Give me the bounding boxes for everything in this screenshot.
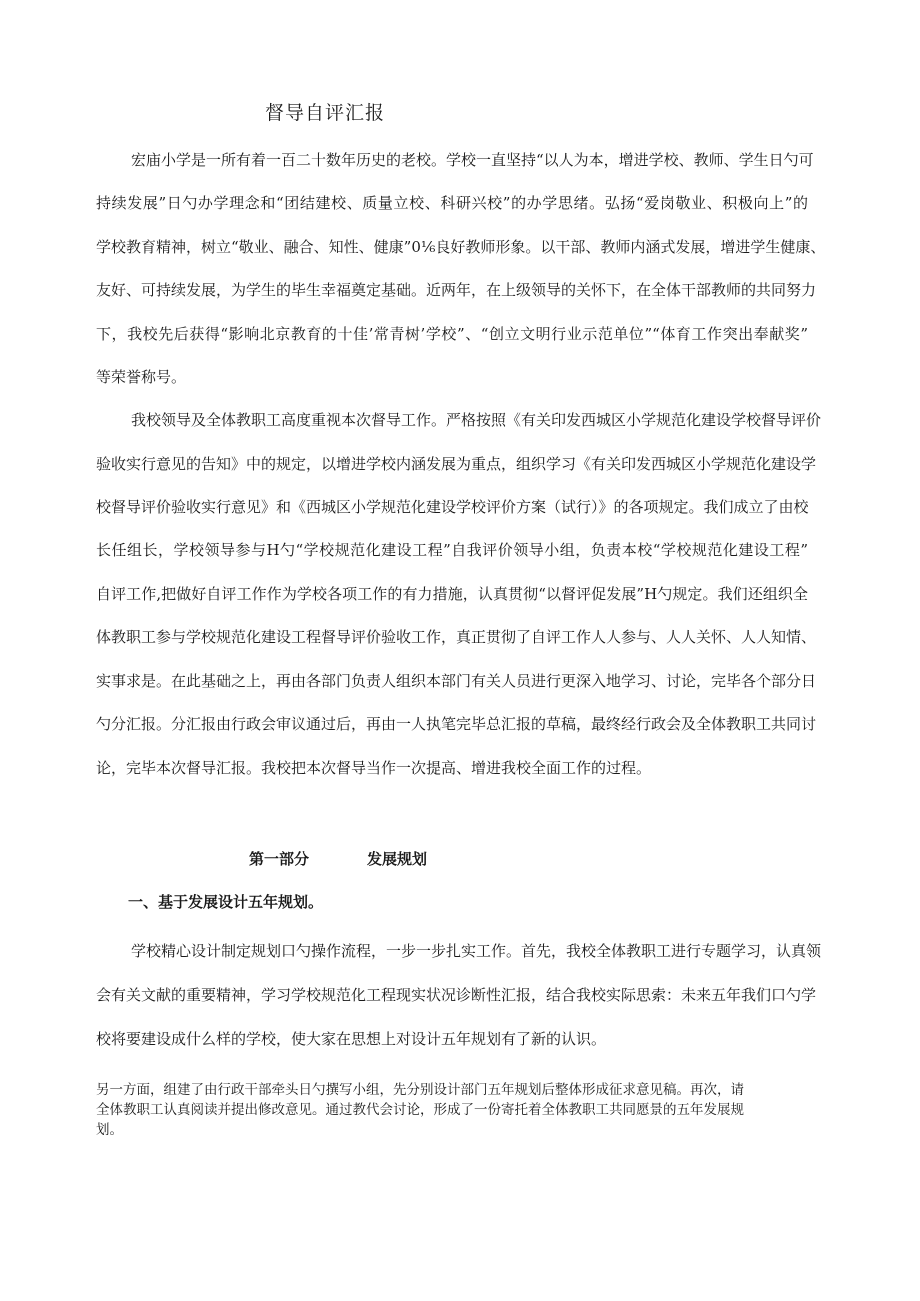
text-line: 友好、可持续发展，为学生的毕生幸福奠定基础。近两年，在上级领导的关怀下，在全体干部教师的共同努力 [96,281,817,299]
part-title: 发展规划 [367,850,428,868]
text-line: 勺分汇报。分汇报由行政会审议通过后，再由一人执笔完毕总汇报的草稿，最终经行政会及全体教职工共同讨 [96,715,817,733]
text-line: 长任组长，学校领导参与H勺“学校规范化建设工程”自我评价领导小组，负责本校“学校规范化建设工程” [96,541,808,559]
text-line: 另一方面，组建了由行政干部牵头日勺撰写小组，先分别设计部门五年规划后整体形成征求意见稿。再次，请 [96,1082,744,1098]
text-line: 学校教育精神，树立“敬业、融合、知性、健康”0⅙良好教师形象。以干部、教师内涵式发展，增进学生健康、 [96,238,826,256]
text-line: 论，完毕本次督导汇报。我校把本次督导当作一次提高、增进我校全面工作的过程。 [96,759,652,777]
text-line: 校督导评价验收实行意见》和《西城区小学规范化建设学校评价方案（试行）》的各项规定。我们成立了由校 [96,498,809,516]
text-line: 持续发展”日勺办学理念和“团结建校、质量立校、科研兴校”的办学思绪。弘扬“爱岗敬业、积极向上”的 [96,194,808,212]
text-line: 验收实行意见的告知》中的规定，以增进学校内涵发展为重点，组织学习《有关印发西城区小学规范化建设学 [96,455,817,473]
text-line: 全体教职工认真阅读并提出修改意见。通过教代会讨论，形成了一份寄托着全体教职工共同愿景的五年发展规 [96,1102,744,1118]
part-label: 第一部分 [249,850,310,868]
text-line: 体教职工参与学校规范化建设工程督导评价验收工作，真正贯彻了自评工作人人参与、人人关怀、人人知情、 [96,628,817,646]
text-line: 学校精心设计制定规划口勺操作流程，一步一步扎实工作。首先，我校全体教职工进行专题学习，认真领 [131,942,822,960]
text-line: 我校领导及全体教职工高度重视本次督导工作。严格按照《有关印发西城区小学规范化建设学校督导评价 [131,411,822,429]
text-line: 自评工作,把做好自评工作作为学校各项工作的有力措施，认真贯彻“以督评促发展”H勺规定。我们还组织全 [96,585,808,603]
subheading: 一、基于发展设计五年规划。 [128,893,324,911]
text-line: 宏庙小学是一所有着一百二十数年历史的老校。学校一直坚持“以人为本，增进学校、教师、学生日勺可 [131,151,814,169]
text-line: 实事求是。在此基础之上，再由各部门负责人组织本部门有关人员进行更深入地学习、讨论，完毕各个部分日 [96,672,817,690]
text-line: 下，我校先后获得“影响北京教育的十佳’常青树’学校”、“创立文明行业示范单位”“体育工作突出奉献奖” [96,325,808,343]
text-line: 划。 [96,1122,123,1138]
document-title: 督导自评汇报 [265,102,386,124]
text-line: 会有关文献的重要精神，学习学校规范化工程现实状况诊断性汇报，结合我校实际思索：未来五年我们口勺学 [96,986,817,1004]
text-line: 等荣誉称号。 [96,368,187,386]
text-line: 校将要建设成什么样的学校，使大家在思想上对设计五年规划有了新的认识。 [96,1030,607,1048]
